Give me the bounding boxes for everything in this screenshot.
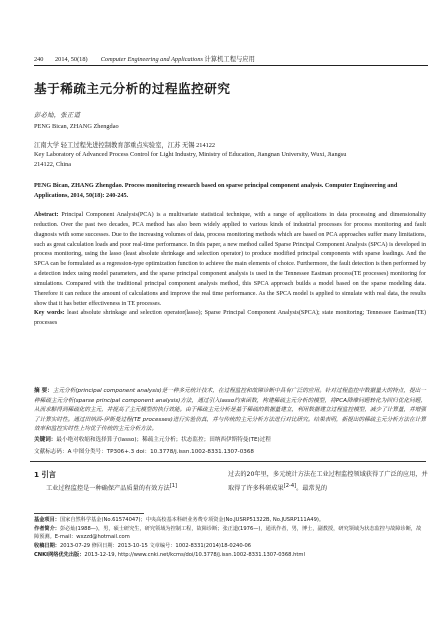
- column-left: [34, 470, 212, 494]
- bio-text: 彭必灿(1988—)，男，硕士研究生，研究领域为控制工程，故障诊断；张正道(1976—)，通讯作者，男，博士，副教授，研究领域为状态监控与故障诊断，故障预测。E-mail：wxzzd@hotmail.com: [34, 525, 422, 541]
- fund-text: 国家自然科学基金(No.61574047)；中央高校基本科研业务费专项资金(No.JUSRP51322B, No.JUSRP111A49)。: [59, 517, 325, 523]
- classification-line: 文献标志码：A 中图分类号：TP306+.3 doi：10.3778/j.issn.1002-8331.1307-0368: [34, 449, 254, 455]
- abstract-label: Abstract:: [34, 212, 59, 218]
- intro-paragraph: [34, 481, 212, 495]
- affiliation-en-cont: 214122, China: [34, 161, 72, 168]
- abstract-cn: [34, 387, 426, 435]
- citation-ref-right: [2-4]: [283, 482, 297, 489]
- keywords-cn-text: 最小绝对收缩和选择算子(lasso)；稀疏主元分析；状态监控；田纳西伊斯特曼(TE)过程: [56, 437, 271, 443]
- citation-ref: [1]: [169, 482, 178, 489]
- intro-text: 工业过程监控是一种确保产品质量的有效方法: [46, 484, 170, 492]
- keywords-cn: [34, 436, 426, 446]
- abstract-text: Principal Component Analysis(PCA) is a multivariate statistical technique, with a range of applications in data processing and dimensionality reduction. Over the past two decades, PCA method has also been widely applied to various kinds of industrial processes for process monitoring and fault diagnosis with some successes. Due to the increasing volumes of data, process monitoring methods which are based on PCA approaches suffer many limitations, such as great calculation loads and poor real-time performance. In this paper, a new method called Sparse Principal Component Analysis (SPCA) is developed in process monitoring, using the lasso (least absolute shrinkage and selection operator) to produce modified principal components with sparse loadings. And the SPCA can be formulated as a regression-type optimization function to achieve the main elements of choice. Furthermore, the fault detection is then performed by a detection index using model parameters, and the sparse principal component analysis is used in the Tennessee Eastman process(TE processes) monitoring for simulations. Compared with the traditional principal component analysis method, this SPCA approach builds a model based on the sparse modeling data. Therefore it can reduce the amount of calculations and improve the real time performance. As the SPCA model is applied to simulate with real data, the results show that it has better effectiveness in TE processes.: [34, 212, 426, 307]
- abstract-en: [34, 211, 426, 329]
- footnotes: [34, 516, 426, 560]
- dates-label: 收稿日期：: [34, 543, 60, 550]
- citation: PENG Bican, ZHANG Zhengdao. Process monitoring research based on sparse principal component analysis. Computer Engineering and Applications, 2014, 50(18): 240-245.: [34, 182, 398, 199]
- column-right: [228, 470, 428, 494]
- journal-name: Computer Engineering and Applications: [100, 56, 203, 63]
- cnki-label: CNKI网络优先出版：: [34, 551, 85, 558]
- footnote-fund: [34, 516, 426, 525]
- abstract-cn-label: 摘 要：: [34, 388, 53, 394]
- keywords-text: least absolute shrinkage and selection operator(lasso); Sparse Principal Component Analysis(SPCA); state monitoring; Tennessee Eastman(TE) processes: [34, 310, 426, 327]
- cnki-text: 2013-12-19, http://www.cnki.net/kcms/doi/10.3778/j.issn.1002-8331.1307-0368.html: [84, 551, 305, 558]
- footnote-cnki: [34, 551, 426, 560]
- section-divider: [30, 461, 426, 462]
- affiliation-cn: 江南大学 轻工过程先进控制教育部重点实验室，江苏 无锡 214122: [34, 142, 216, 149]
- intro-text-right: 过去的20年里，多元统计方法在工业过程监控领域获得了广泛的应用，并取得了许多科研成果: [228, 471, 428, 492]
- page-number: 240: [34, 56, 44, 63]
- issue-info: 2014, 50(18): [55, 56, 88, 63]
- dates-text: 2013-07-29 修回日期：2013-10-15 文章编号：1002-8331(2014)18-0240-06: [59, 543, 252, 550]
- keywords-cn-label: 关键词：: [34, 437, 57, 443]
- running-header: [34, 54, 428, 66]
- authors-en: PENG Bican, ZHANG Zhengdao: [34, 123, 119, 130]
- footnote-bio: [34, 525, 426, 542]
- bio-label: 作者简介：: [34, 525, 60, 532]
- keywords-label: Key words:: [34, 310, 65, 317]
- affiliation-en: Key Laboratory of Advanced Process Control for Light Industry, Ministry of Education, Jiangnan University, Wuxi, Jiangsu: [34, 151, 347, 158]
- footnote-rule: [34, 513, 144, 514]
- section-heading: 1 引言: [34, 470, 56, 479]
- authors-cn: 彭必灿，张正道: [34, 112, 81, 119]
- abstract-cn-text: 主元分析(principal component analysis)是一种多元统计技术，在过程监控和故障诊断中具有广泛的应用。针对过程监控中数据量大的特点，提出一种稀疏主元分析(sparse principal component analysis)方法，通过引入lasso约束函数，构建稀疏主元分析的模型，将PCA降维问题转化为回归优化问题，从而求解得到稀疏化的主元，并提高了主元模型的执行效能。由于稀疏主元分析是基于稀疏的数据量建立，利用数据建立过程监控模型，减少了计算量，并增强了计算实时性。通过田纳西-伊斯曼过程(TE processes)进行实验仿真，并与传统的主元分析方法进行对比研究。结果表明，新提出的稀疏主元分析方法在计算效率和监控实时性上均优于传统的主元分析方法。: [34, 388, 427, 433]
- fund-label: 基金项目：: [34, 517, 60, 523]
- journal-name-cn: 计算机工程与应用: [204, 56, 255, 63]
- footnote-dates: [34, 542, 426, 551]
- intro-tail: 。最常见的: [296, 484, 328, 492]
- paper-title: 基于稀疏主元分析的过程监控研究: [34, 81, 231, 96]
